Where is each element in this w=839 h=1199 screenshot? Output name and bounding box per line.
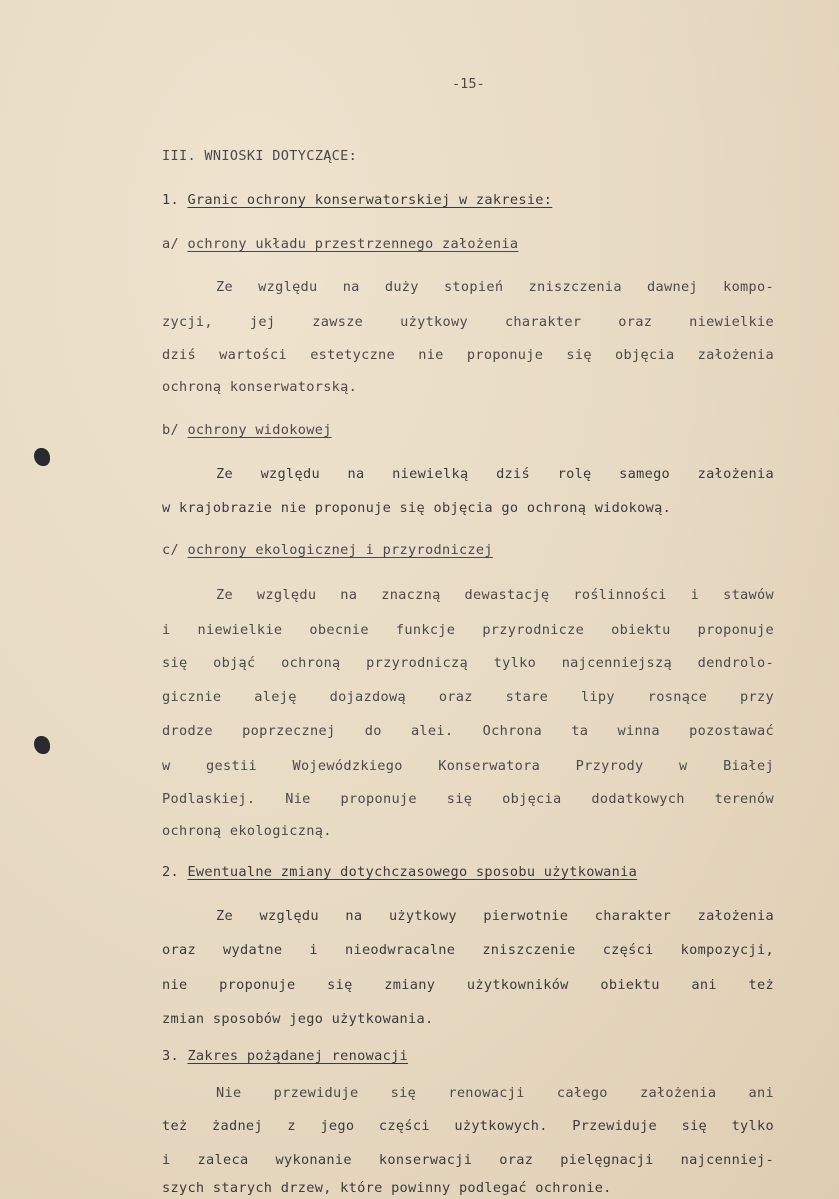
paragraph-line: Ze względu na użytkowy pierwotnie charakter założenia xyxy=(216,908,774,924)
paragraph-line: szych starych drzew, które powinny podlegać ochronie. xyxy=(162,1180,612,1196)
heading-b: b/ ochrony widokowej xyxy=(162,422,332,438)
paragraph-line: ochroną konserwatorską. xyxy=(162,379,358,395)
section-title: III. WNIOSKI DOTYCZĄCE: xyxy=(162,148,358,164)
heading-3: 3. Zakres pożądanej renowacji xyxy=(162,1048,409,1064)
paragraph-line: ochroną ekologiczną. xyxy=(162,823,332,839)
paragraph-line: Ze względu na niewielką dziś rolę samego założenia xyxy=(216,466,774,482)
page-number: -15- xyxy=(452,76,485,92)
paragraph-line: zmian sposobów jego użytkowania. xyxy=(162,1011,434,1027)
paragraph-line: w krajobrazie nie proponuje się objęcia go ochroną widokową. xyxy=(162,500,672,516)
heading-2: 2. Ewentualne zmiany dotychczasowego sposobu użytkowania xyxy=(162,864,638,880)
paragraph-line: się objąć ochroną przyrodniczą tylko najcenniejszą dendrolo- xyxy=(162,655,774,671)
paragraph-line: i zaleca wykonanie konserwacji oraz pielęgnacji najcenniej- xyxy=(162,1152,774,1168)
paragraph-line: i niewielkie obecnie funkcje przyrodnicze obiektu proponuje xyxy=(162,622,774,638)
paragraph-line: Ze względu na duży stopień zniszczenia dawnej kompo- xyxy=(216,279,774,295)
paragraph-line: Nie przewiduje się renowacji całego założenia ani xyxy=(216,1085,774,1101)
heading-1: 1. Granic ochrony konserwatorskiej w zakresie: xyxy=(162,192,553,208)
punch-hole-mark xyxy=(34,448,50,466)
heading-c: c/ ochrony ekologicznej i przyrodniczej xyxy=(162,542,493,558)
paragraph-line: dziś wartości estetyczne nie proponuje się objęcia założenia xyxy=(162,347,774,363)
paragraph-line: Ze względu na znaczną dewastację roślinności i stawów xyxy=(216,587,774,603)
punch-hole-mark xyxy=(34,736,50,754)
paragraph-line: nie proponuje się zmiany użytkowników obiektu ani też xyxy=(162,977,774,993)
paragraph-line: zycji, jej zawsze użytkowy charakter oraz niewielkie xyxy=(162,314,774,330)
paragraph-line: gicznie aleję dojazdową oraz stare lipy rosnące przy xyxy=(162,689,774,705)
paragraph-line: w gestii Wojewódzkiego Konserwatora Przyrody w Białej xyxy=(162,758,774,774)
paragraph-line: oraz wydatne i nieodwracalne zniszczenie części kompozycji, xyxy=(162,942,774,958)
paragraph-line: drodze poprzecznej do alei. Ochrona ta winna pozostawać xyxy=(162,723,774,739)
paragraph-line: Podlaskiej. Nie proponuje się objęcia dodatkowych terenów xyxy=(162,791,774,807)
paragraph-line: też żadnej z jego części użytkowych. Przewiduje się tylko xyxy=(162,1118,774,1134)
heading-a: a/ ochrony układu przestrzennego założenia xyxy=(162,236,519,252)
